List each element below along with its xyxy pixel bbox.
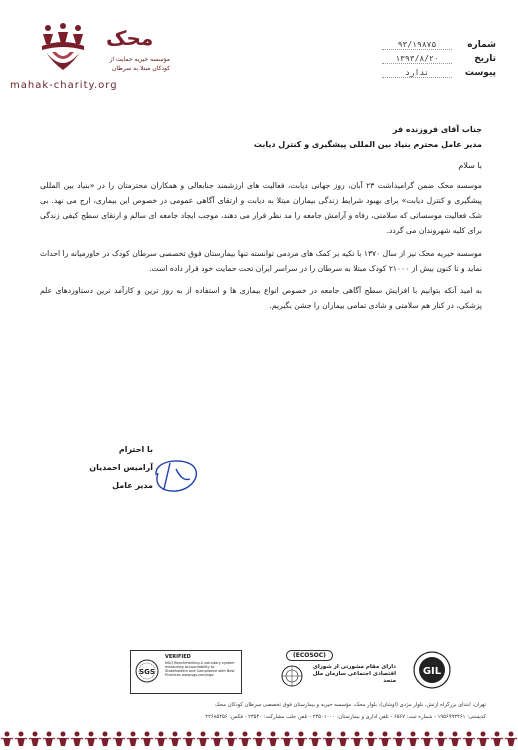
brand-subtitle-2: کودکان مبتلا به سرطان [111,65,170,72]
sgs-verified-badge [130,650,242,694]
meta-date-row [366,54,496,66]
attachment-label: پیوست [464,68,496,78]
signature-block [33,445,153,499]
brand-name: محک [106,26,154,50]
signer-name: آرامیس احمدیان [89,463,153,472]
footer-pattern-strip [0,730,518,750]
addressee-name: جناب آقای فروزنده فر [392,125,482,134]
signer-title: مدیر عامل [112,481,153,490]
meta-number-row [366,40,496,52]
letter-body [40,125,482,313]
footer-address-line-2: کدپستی: ۱۹۵۶۹۹۳۴۶۱ - شماره ثبت: ۶۵۶۷ - تلفن اداری و بیمارستان: ۲۳۵۰۱۰۰۰ - تلفن جلب مشارکت: ۲۳۵۴۰ - فکس: ۲۲۶۸۵۴۵۶ [205,714,486,720]
paragraph-1: موسسه محک ضمن گرامیداشت ۲۳ آبان، روز جهانی دیابت، فعالیت های ارزشمند جنابعالی و همکاران محترمتان را در «بنیاد بین المللی پیشگیری و کنترل دیابت» برای بهبود شرایط زندگی بیماران مبتلا به دیابت و ارتقای آگاهی عمومی در خصوص این بیماری، ارج می نهد. بی شک فعالیت موسساتی که سلامتی، رفاه و آرامش جامعه را مد نظر قرار می دهند، موجب ایجاد جامعه ای سالم و ارتقای سطح کیفی زندگی برای کلیه شهروندان می گردد. [40,181,482,235]
date-label: تاریخ [474,54,496,64]
addressee-title: مدیر عامل محترم بنیاد بین المللی پیشگیری و کنترل دیابت [253,140,482,149]
mahak-emblem-icon [38,22,88,74]
gil-badge-icon [412,650,452,690]
letter-meta [366,40,496,82]
paragraph-3: به امید آنکه بتوانیم با افزایش سطح آگاهی جامعه در خصوص انواع بیماری ها و استفاده از به روز ترین و کارآمد ترین دستاوردهای علم پزشکی، در کنار هم سلامتی و شادی تمامی بیماران را جشن بگیریم. [40,286,482,311]
closing: با احترام [118,445,153,454]
paragraph-2: موسسه خیریه محک نیز از سال ۱۳۷۰ با تکیه بر کمک های مردمی توانسته تنها بیمارستان فوق تخصصی سرطان کودک در خاورمیانه را احداث نماید و تا کنون بیش از ۲۱۰۰۰ کودک مبتلا به سرطان را در سراسر ایران تحت حمایت خود قرار داده است. [40,248,482,273]
handwritten-signature [150,455,200,493]
verified-title: VERIFIED [165,654,191,660]
sgs-label: SGS [139,668,155,676]
number-label: شماره [467,40,496,50]
gil-label: GIL [422,666,442,677]
ecosoc-label: (ECOSOC) [286,650,333,661]
mahak-logo [10,20,170,100]
verified-text: NGO Benchmarking A voluntary system measuring Accountability to Stakeholders and Compliance with Best Practices www.sgs.com/ngo [165,661,235,677]
un-emblem-icon [280,664,304,688]
website-url: mahak-charity.org [10,80,118,91]
footer-address-line-1: تهران، ابتدای بزرگراه ارتش، بلوار مژدی (اوشان)، بلوار محک، مؤسسه خیریه و بیمارستان فوق تخصصی سرطان کودکان محک [215,702,486,708]
ecosoc-persian-text: دارای مقام مشورتی از شورای اقتصادی اجتماعی سازمان ملل متحد [312,664,396,684]
greeting: با سلام [458,161,482,170]
meta-attachment-row [366,68,496,80]
number-value: ۹۳/۱۹۸۷۵ [382,40,452,50]
date-value: ۱۳۹۳/۸/۲۰ [382,54,452,64]
footer-logos [130,650,442,695]
sgs-icon [135,659,159,683]
brand-subtitle-1: مؤسسه خیریه حمایت از [109,56,170,63]
attachment-value: ندارد [382,68,452,78]
ecosoc-badge [276,650,396,692]
